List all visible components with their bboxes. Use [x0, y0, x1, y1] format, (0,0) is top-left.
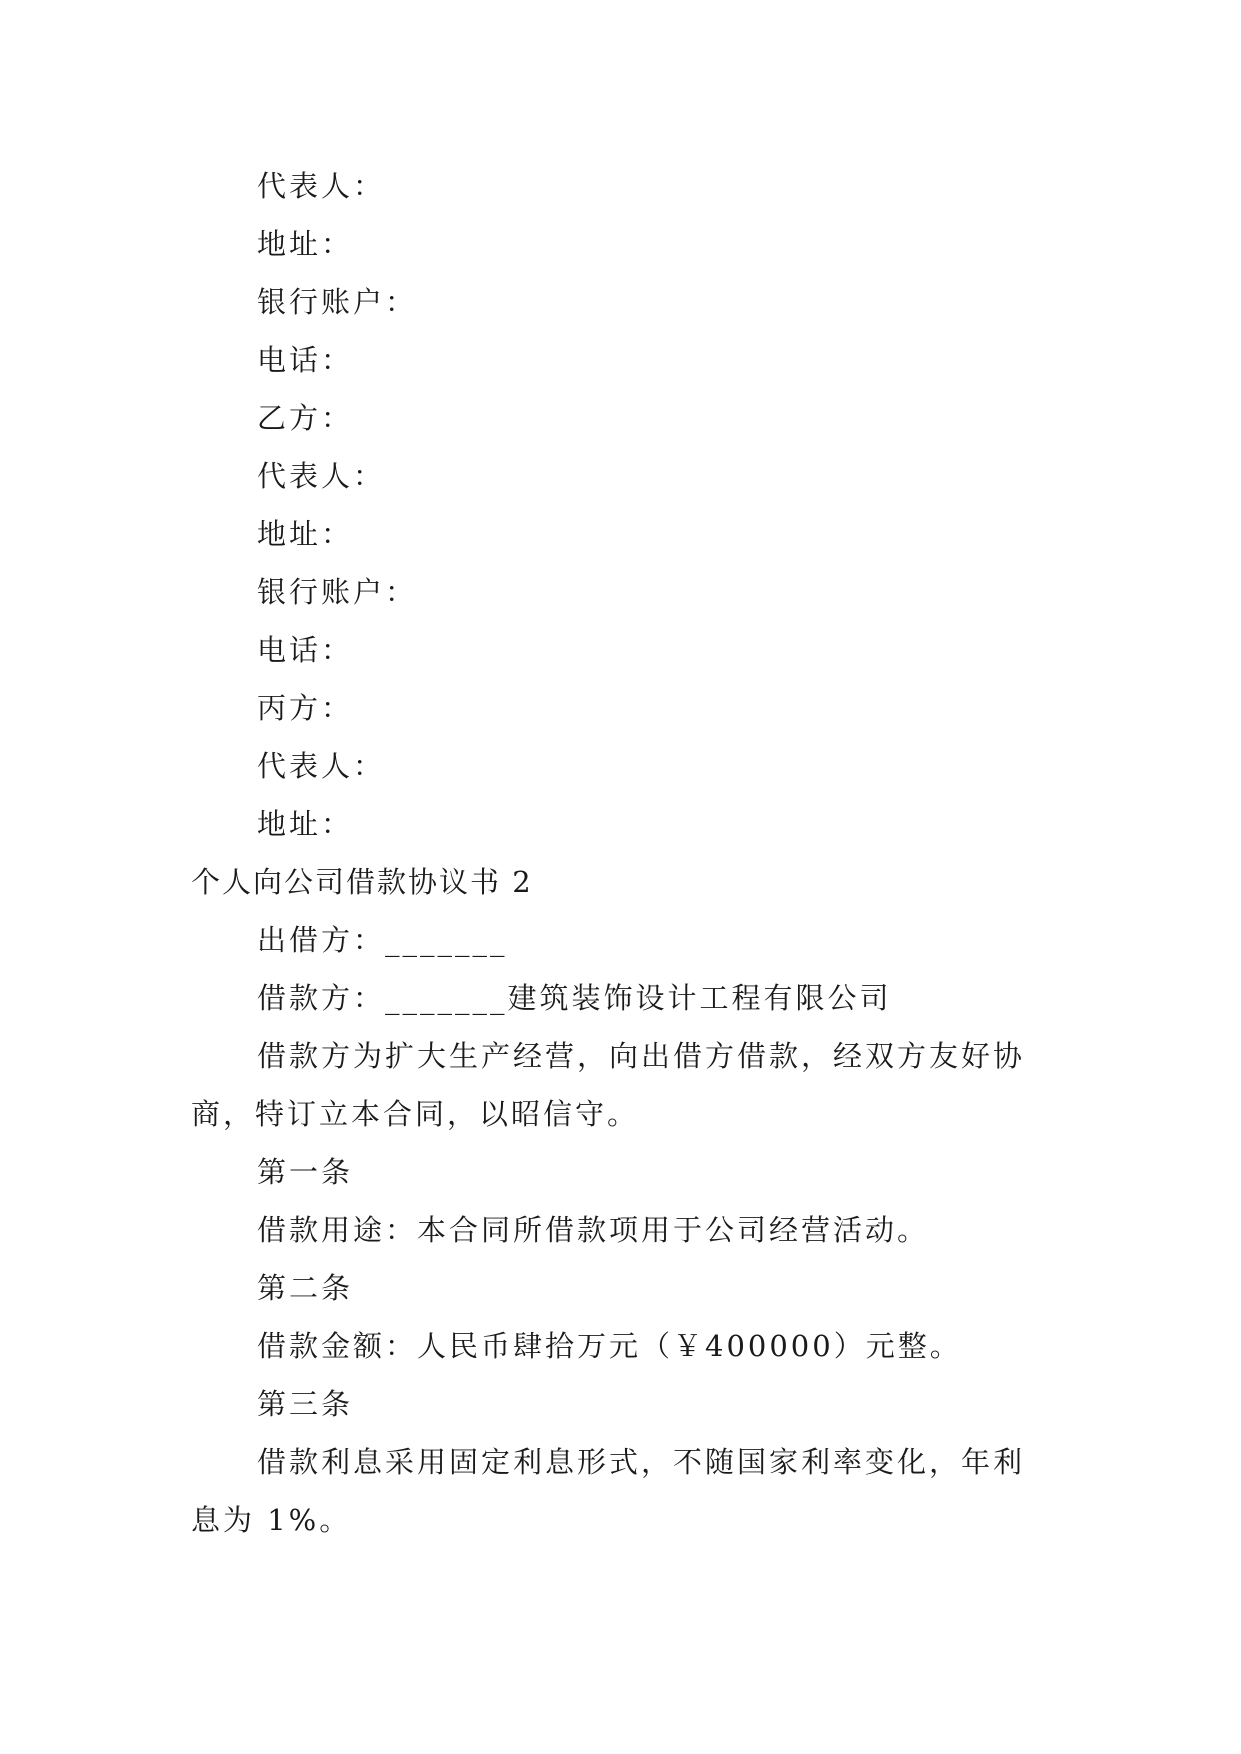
- article-1-text: 借款用途：本合同所借款项用于公司经营活动。: [257, 1213, 930, 1247]
- party-c-representative-label: 代表人：: [257, 749, 386, 783]
- article-3-heading: 第三条: [257, 1387, 354, 1421]
- preamble-line-1: 借款方为扩大生产经营，向出借方借款，经双方友好协: [257, 1039, 1026, 1073]
- party-a-bank-account-label: 银行账户：: [257, 285, 418, 319]
- article-3-line-1: 借款利息采用固定利息形式，不随国家利率变化，年利: [257, 1445, 1026, 1479]
- borrower-line: 借款方：_______建筑装饰设计工程有限公司: [257, 981, 892, 1015]
- preamble-line-2: 商，特订立本合同，以昭信守。: [191, 1097, 640, 1131]
- article-2-heading: 第二条: [257, 1271, 354, 1305]
- party-b-phone-label: 电话：: [257, 633, 354, 667]
- party-a-address-label: 地址：: [257, 227, 354, 261]
- party-c-label: 丙方：: [257, 691, 354, 725]
- party-b-label: 乙方：: [257, 401, 354, 435]
- party-b-address-label: 地址：: [257, 517, 354, 551]
- party-b-representative-label: 代表人：: [257, 459, 386, 493]
- party-c-address-label: 地址：: [257, 807, 354, 841]
- article-1-heading: 第一条: [257, 1155, 354, 1189]
- party-a-representative-label: 代表人：: [257, 169, 386, 203]
- section-title: 个人向公司借款协议书 2: [191, 865, 533, 899]
- article-3-line-2: 息为 1%。: [191, 1503, 352, 1537]
- party-a-phone-label: 电话：: [257, 343, 354, 377]
- article-2-text: 借款金额：人民币肆拾万元（￥400000）元整。: [257, 1329, 962, 1363]
- lender-line: 出借方：_______: [257, 923, 508, 957]
- party-b-bank-account-label: 银行账户：: [257, 575, 418, 609]
